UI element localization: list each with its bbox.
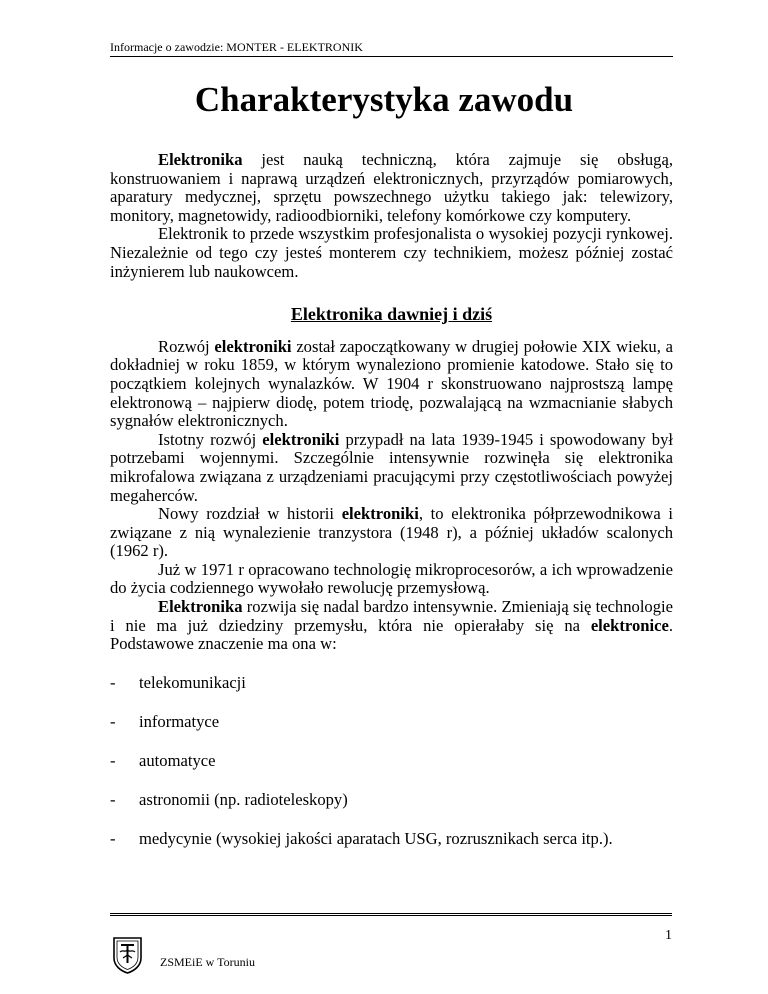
- bold-term: Elektronika: [158, 150, 243, 169]
- school-emblem-icon: [112, 936, 143, 974]
- bold-term: elektroniki: [341, 504, 419, 524]
- page-number: 1: [665, 928, 672, 943]
- history-paragraph-5: Elektronika rozwija się nadal bardzo intensywnie. Zmieniają się technologie i nie ma już dziedziny przemysłu, która nie opierałaby się na elektronice. Podstawowe znaczenie ma ona w:: [110, 597, 673, 654]
- history-paragraph-2: Istotny rozwój elektroniki przypadł na lata 1939-1945 i spowodowany był potrzebami wojennymi. Szczególnie intensywnie rozwinęła się elektronika mikrofalowa związana z urządzeniami pracującymi przy częstotliwościach powyżej megaherców.: [110, 429, 673, 505]
- document-body: [110, 151, 673, 869]
- bold-term: Elektronika: [158, 597, 243, 617]
- application-list: [110, 674, 673, 849]
- list-dash: -: [110, 711, 116, 731]
- list-item: - medycynie (wysokiej jakości aparatach USG, rozrusznikach serca itp.).: [110, 829, 613, 849]
- page-title: Charakterystyka zawodu: [194, 80, 574, 119]
- list-dash: -: [110, 751, 116, 771]
- history-paragraph-3: Nowy rozdział w historii elektroniki, to elektronika półprzewodnikowa i związane z nią wynalezienie tranzystora (1948 r), a później układów scalonych (1962 r).: [110, 504, 673, 561]
- list-item: - telekomunikacji: [110, 672, 246, 692]
- history-paragraph-4: Już w 1971 r opracowano technologię mikroprocesorów, a ich wprowadzenie do życia codziennego wywołało rewolucję przemysłową.: [110, 559, 673, 598]
- intro-paragraph-1: Elektronika jest nauką techniczną, która zajmuje się obsługą, konstruowaniem i naprawą urządzeń elektronicznych, przyrządów pomiarowych, aparatury medycznej, sprzętu powszechnego użytku takiego jak: telewizory, monitory, magnetowidy, radioodbiorniki, telefony komórkowe czy komputery.: [110, 150, 673, 225]
- footer-divider: [110, 913, 672, 916]
- list-item: - informatyce: [110, 711, 220, 731]
- bold-term: elektroniki: [262, 429, 340, 449]
- history-paragraph-1: Rozwój elektroniki został zapoczątkowany w drugiej połowie XIX wieku, a dokładniej w roku 1859, w którym wynaleziono promienie katodowe. Stało się to początkiem kolejnych wynalazków. W 1904 r skonstruowano najprostszą lampę elektronową – najpierw diodę, potem triodę, pozwalającą na wzmacnianie słabych sygnałów elektronicznych.: [110, 336, 673, 431]
- page-header: Informacje o zawodzie: MONTER - ELEKTRONIK: [110, 40, 673, 57]
- section-title: Elektronika dawniej i dziś: [290, 304, 493, 325]
- list-dash: -: [110, 829, 116, 849]
- intro-paragraph-2: Elektronik to przede wszystkim profesjonalista o wysokiej pozycji rynkowej. Niezależnie od tego czy jesteś monterem czy technikiem, możesz później zostać inżynierem lub naukowcem.: [110, 224, 673, 281]
- list-item: - astronomii (np. radioteleskopy): [110, 790, 348, 810]
- list-dash: -: [110, 790, 116, 810]
- list-item: - automatyce: [110, 751, 216, 771]
- school-name: ZSMEiE w Toruniu: [160, 955, 255, 969]
- bold-term: elektroniki: [214, 336, 292, 356]
- bold-term: elektronice: [590, 615, 669, 635]
- list-dash: -: [110, 672, 116, 692]
